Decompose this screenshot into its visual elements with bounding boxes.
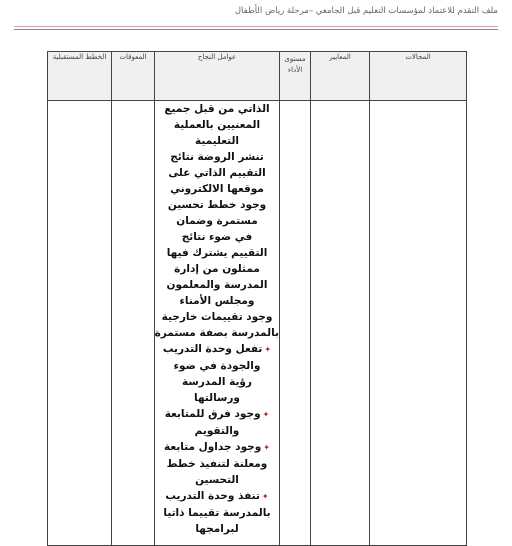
header-performance-level-line1: مستوى: [284, 55, 306, 63]
bullet-star-icon: ✦: [263, 443, 270, 452]
header-rule-top: [14, 26, 498, 27]
success-factor-line: [155, 423, 279, 439]
success-factor-text: تفعل وحدة التدريب: [162, 343, 263, 355]
success-factor-text: والتقويم: [194, 425, 240, 437]
success-factor-line: [155, 374, 279, 390]
success-factor-line: [155, 261, 279, 277]
success-factor-text: وجود فرق للمتابعة: [164, 408, 261, 420]
cell-performance-level: [280, 101, 311, 546]
header-performance-level-line2: الأداء: [287, 66, 303, 74]
success-factor-line: [155, 277, 279, 293]
bullet-star-icon: ✦: [262, 410, 270, 419]
success-factor-text: في ضوء نتائج: [181, 231, 253, 243]
success-factor-text: المعنيين بالعملية: [173, 119, 261, 131]
bullet-star-icon: ✦: [261, 492, 269, 501]
success-factor-line: [155, 325, 279, 341]
success-factor-text: تنشر الروضة نتائج: [170, 151, 264, 163]
success-factor-line: [155, 149, 279, 165]
success-factor-text: وجود تقييمات خارجية: [161, 311, 273, 323]
document-header: ملف التقدم للاعتماد لمؤسسات التعليم قبل الجامعي –مرحلة رياض الأطفال: [234, 6, 498, 16]
success-factor-line: [155, 456, 279, 472]
success-factor-text: المدرسة والمعلمون: [166, 279, 268, 291]
success-factor-line: [155, 117, 279, 133]
header-success-factors: عوامل النجاح: [155, 52, 280, 101]
success-factor-line: [155, 197, 279, 213]
success-factor-line: [155, 101, 279, 117]
table-header-row: [48, 52, 467, 101]
success-factor-line: [155, 229, 279, 245]
success-factor-text: ورسالتها: [194, 392, 240, 404]
success-factor-text: وجود جداول متابعة: [164, 441, 262, 453]
success-factor-line: [155, 133, 279, 149]
success-factor-text: لبرامجها: [195, 523, 239, 535]
assessment-table: [47, 51, 467, 546]
bullet-star-icon: ✦: [264, 345, 272, 354]
table-body-row: [48, 101, 467, 546]
header-standards: المعايير: [311, 52, 370, 101]
success-factor-text: بالمدرسة تقييما ذاتيا: [163, 507, 271, 519]
cell-standards: [311, 101, 370, 546]
success-factor-line: [155, 341, 279, 358]
success-factor-line: [155, 472, 279, 488]
cell-domains: [370, 101, 467, 546]
success-factor-text: تنفذ وحدة التدريب: [165, 490, 260, 502]
header-rule-bottom: [14, 29, 498, 30]
success-factor-text: التقييم يشترك فيها: [166, 247, 268, 259]
success-factor-line: [155, 309, 279, 325]
header-performance-level: [280, 52, 311, 101]
success-factor-line: [155, 245, 279, 261]
success-factor-line: [155, 181, 279, 197]
success-factor-text: الذاتي من قبل جميع: [164, 103, 270, 115]
cell-obstacles: [112, 101, 155, 546]
success-factor-line: [155, 293, 279, 309]
success-factor-text: ممثلون من إدارة: [174, 263, 260, 275]
success-factor-text: ومعلنة لتنفيذ خطط: [166, 458, 268, 470]
success-factor-line: [155, 165, 279, 181]
header-obstacles: المعوقات: [112, 52, 155, 101]
success-factor-text: التعليمية: [194, 135, 240, 147]
success-factor-text: مستمرة وضمان: [176, 215, 258, 227]
success-factor-line: [155, 358, 279, 374]
success-factor-line: [155, 521, 279, 537]
success-factor-text: رؤية المدرسة: [182, 376, 252, 388]
header-future-plans: الخطط المستقبلية: [48, 52, 112, 101]
success-factor-line: [155, 390, 279, 406]
cell-future-plans: [48, 101, 112, 546]
success-factor-line: [155, 505, 279, 521]
success-factor-text: ومجلس الأمناء: [179, 295, 255, 307]
success-factor-text: موقعها الالكتروني: [170, 183, 264, 195]
success-factor-line: [155, 439, 279, 456]
success-factor-text: وجود خطط تحسين: [167, 199, 267, 211]
success-factor-line: [155, 213, 279, 229]
success-factor-line: [155, 488, 279, 505]
success-factor-text: التحسين: [195, 474, 239, 486]
success-factor-text: التقييم الذاتي على: [168, 167, 266, 179]
success-factor-text: بالمدرسة بصفة مستمرة: [154, 327, 279, 339]
cell-success-factors: [155, 101, 280, 546]
success-factor-text: والجودة في ضوء: [173, 360, 261, 372]
header-domains: المجالات: [370, 52, 467, 101]
success-factor-line: [155, 406, 279, 423]
